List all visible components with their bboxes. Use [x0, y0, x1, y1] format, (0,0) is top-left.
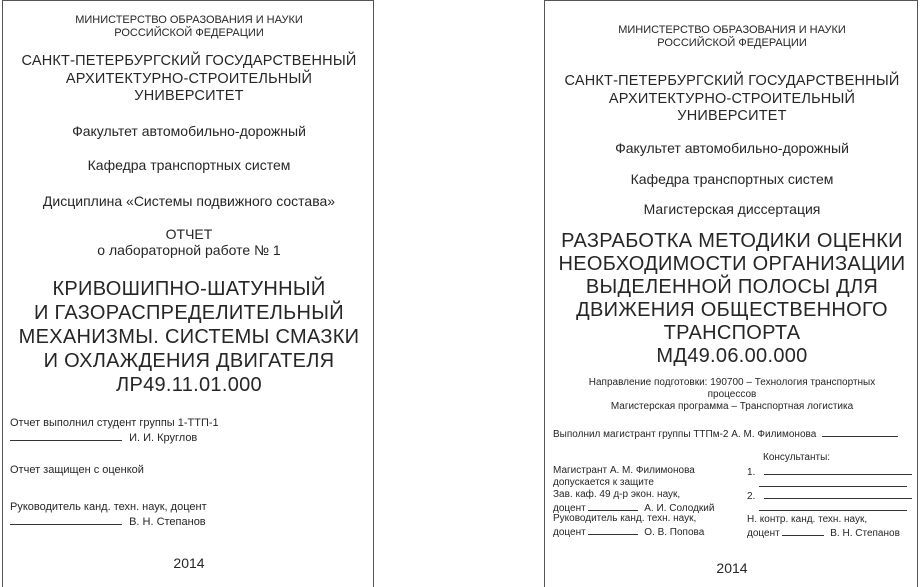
left-title-page: [2, 0, 374, 587]
title-line-4: И ОХЛАЖДЕНИЯ ДВИГАТЕЛЯ: [43, 350, 335, 372]
discipline: Дисциплина «Системы подвижного состава»: [42, 193, 336, 209]
performed-by-row: [553, 428, 898, 440]
norm-control-name: В. Н. Степанов: [830, 528, 900, 539]
signature-line: [588, 502, 638, 511]
admitted-line-1: Магистрант А. М. Филимонова: [553, 465, 695, 476]
university-line-2: АРХИТЕКТУРНО-СТРОИТЕЛЬНЫЙ: [608, 91, 856, 107]
university-line-2: АРХИТЕКТУРНО-СТРОИТЕЛЬНЫЙ: [65, 71, 313, 87]
consultant-1-extra-line: [759, 478, 907, 490]
supervisor-row: [553, 526, 704, 538]
university-line-3: УНИВЕРСИТЕТ: [134, 88, 244, 104]
norm-control-prefix: доцент: [747, 528, 780, 539]
university-line-1: САНКТ-ПЕТЕРБУРГСКИЙ ГОСУДАРСТВЕННЫЙ: [564, 73, 900, 89]
admitted-line-2: допускается к защите: [553, 477, 654, 488]
signature-line: [588, 526, 638, 535]
signature-line: [764, 490, 912, 499]
norm-control-row: [747, 527, 900, 539]
direction-line-2: процессов: [707, 389, 757, 400]
right-title-page: [544, 0, 918, 587]
ministry-line-1: МИНИСТЕРСТВО ОБРАЗОВАНИЯ И НАУКИ: [75, 14, 303, 26]
title-line-1: РАЗРАБОТКА МЕТОДИКИ ОЦЕНКИ: [561, 230, 903, 252]
student-signature-row: [10, 432, 197, 444]
signature-line: [782, 527, 824, 536]
title-line-2: И ГАЗОРАСПРЕДЕЛИТЕЛЬНЫЙ: [34, 302, 344, 324]
performed-by: Выполнил магистрант группы ТТПм-2 А. М. Филимонова: [553, 429, 817, 440]
department: Кафедра транспортных систем: [630, 171, 834, 187]
faculty: Факультет автомобильно-дорожный: [615, 140, 849, 156]
direction-line-1: Направление подготовки: 190700 – Технология транспортных: [588, 377, 876, 388]
consultant-2-number: 2.: [747, 491, 756, 502]
master-program: Магистерская программа – Транспортная логистика: [610, 401, 854, 412]
consultant-2-extra-line: [759, 502, 907, 514]
department: Кафедра транспортных систем: [87, 157, 291, 173]
student-name: И. И. Круглов: [129, 432, 198, 444]
title-line-4: ДВИЖЕНИЯ ОБЩЕСТВЕННОГО: [576, 299, 888, 321]
supervisor-name: О. В. Попова: [644, 527, 705, 538]
consultant-2-row: [747, 490, 912, 502]
year: 2014: [716, 560, 748, 576]
document-code: МД49.06.00.000: [656, 345, 808, 367]
title-line-2: НЕОБХОДИМОСТИ ОРГАНИЗАЦИИ: [558, 253, 906, 275]
consultant-1-number: 1.: [747, 467, 756, 478]
performed-by: Отчет выполнил студент группы 1-ТТП-1: [10, 417, 219, 429]
supervisor-signature-row: [10, 516, 206, 528]
faculty: Факультет автомобильно-дорожный: [72, 123, 306, 139]
ministry-line-2: РОССИЙСКОЙ ФЕДЕРАЦИИ: [657, 37, 807, 49]
signature-line: [764, 466, 912, 475]
defended-with-grade: Отчет защищен с оценкой: [10, 464, 144, 476]
norm-control-line-1: Н. контр. канд. техн. наук,: [747, 514, 868, 525]
signature-line: [759, 502, 907, 511]
document-code: ЛР49.11.01.000: [116, 374, 262, 396]
supervisor-name: В. Н. Степанов: [129, 516, 206, 528]
university-line-1: САНКТ-ПЕТЕРБУРГСКИЙ ГОСУДАРСТВЕННЫЙ: [21, 53, 357, 69]
report-label: ОТЧЕТ: [165, 226, 213, 242]
title-line-5: ТРАНСПОРТА: [663, 322, 801, 344]
lab-work-number: о лабораторной работе № 1: [97, 242, 281, 258]
title-line-1: КРИВОШИПНО-ШАТУННЫЙ: [52, 278, 326, 300]
consultant-1-row: [747, 466, 912, 478]
work-type: Магистерская диссертация: [643, 201, 821, 217]
supervisor-prefix: доцент: [553, 527, 586, 538]
head-of-department-line-1: Зав. каф. 49 д-р экон. наук,: [553, 489, 681, 500]
ministry-line-2: РОССИЙСКОЙ ФЕДЕРАЦИИ: [114, 27, 264, 39]
consultants-label: Консультанты:: [763, 452, 831, 463]
university-line-3: УНИВЕРСИТЕТ: [677, 108, 787, 124]
head-prefix: доцент: [553, 503, 586, 514]
signature-line: [822, 428, 898, 437]
supervisor-line-1: Руководитель канд. техн. наук,: [553, 513, 697, 524]
signature-line: [10, 516, 122, 525]
year: 2014: [173, 555, 205, 571]
signature-line: [759, 478, 907, 487]
signature-line: [10, 432, 122, 441]
title-line-3: МЕХАНИЗМЫ. СИСТЕМЫ СМАЗКИ: [18, 326, 360, 348]
ministry-line-1: МИНИСТЕРСТВО ОБРАЗОВАНИЯ И НАУКИ: [618, 24, 846, 36]
title-line-3: ВЫДЕЛЕННОЙ ПОЛОСЫ ДЛЯ: [585, 276, 879, 298]
supervisor: Руководитель канд. техн. наук, доцент: [10, 501, 207, 513]
head-name: А. И. Солодкий: [644, 503, 715, 514]
